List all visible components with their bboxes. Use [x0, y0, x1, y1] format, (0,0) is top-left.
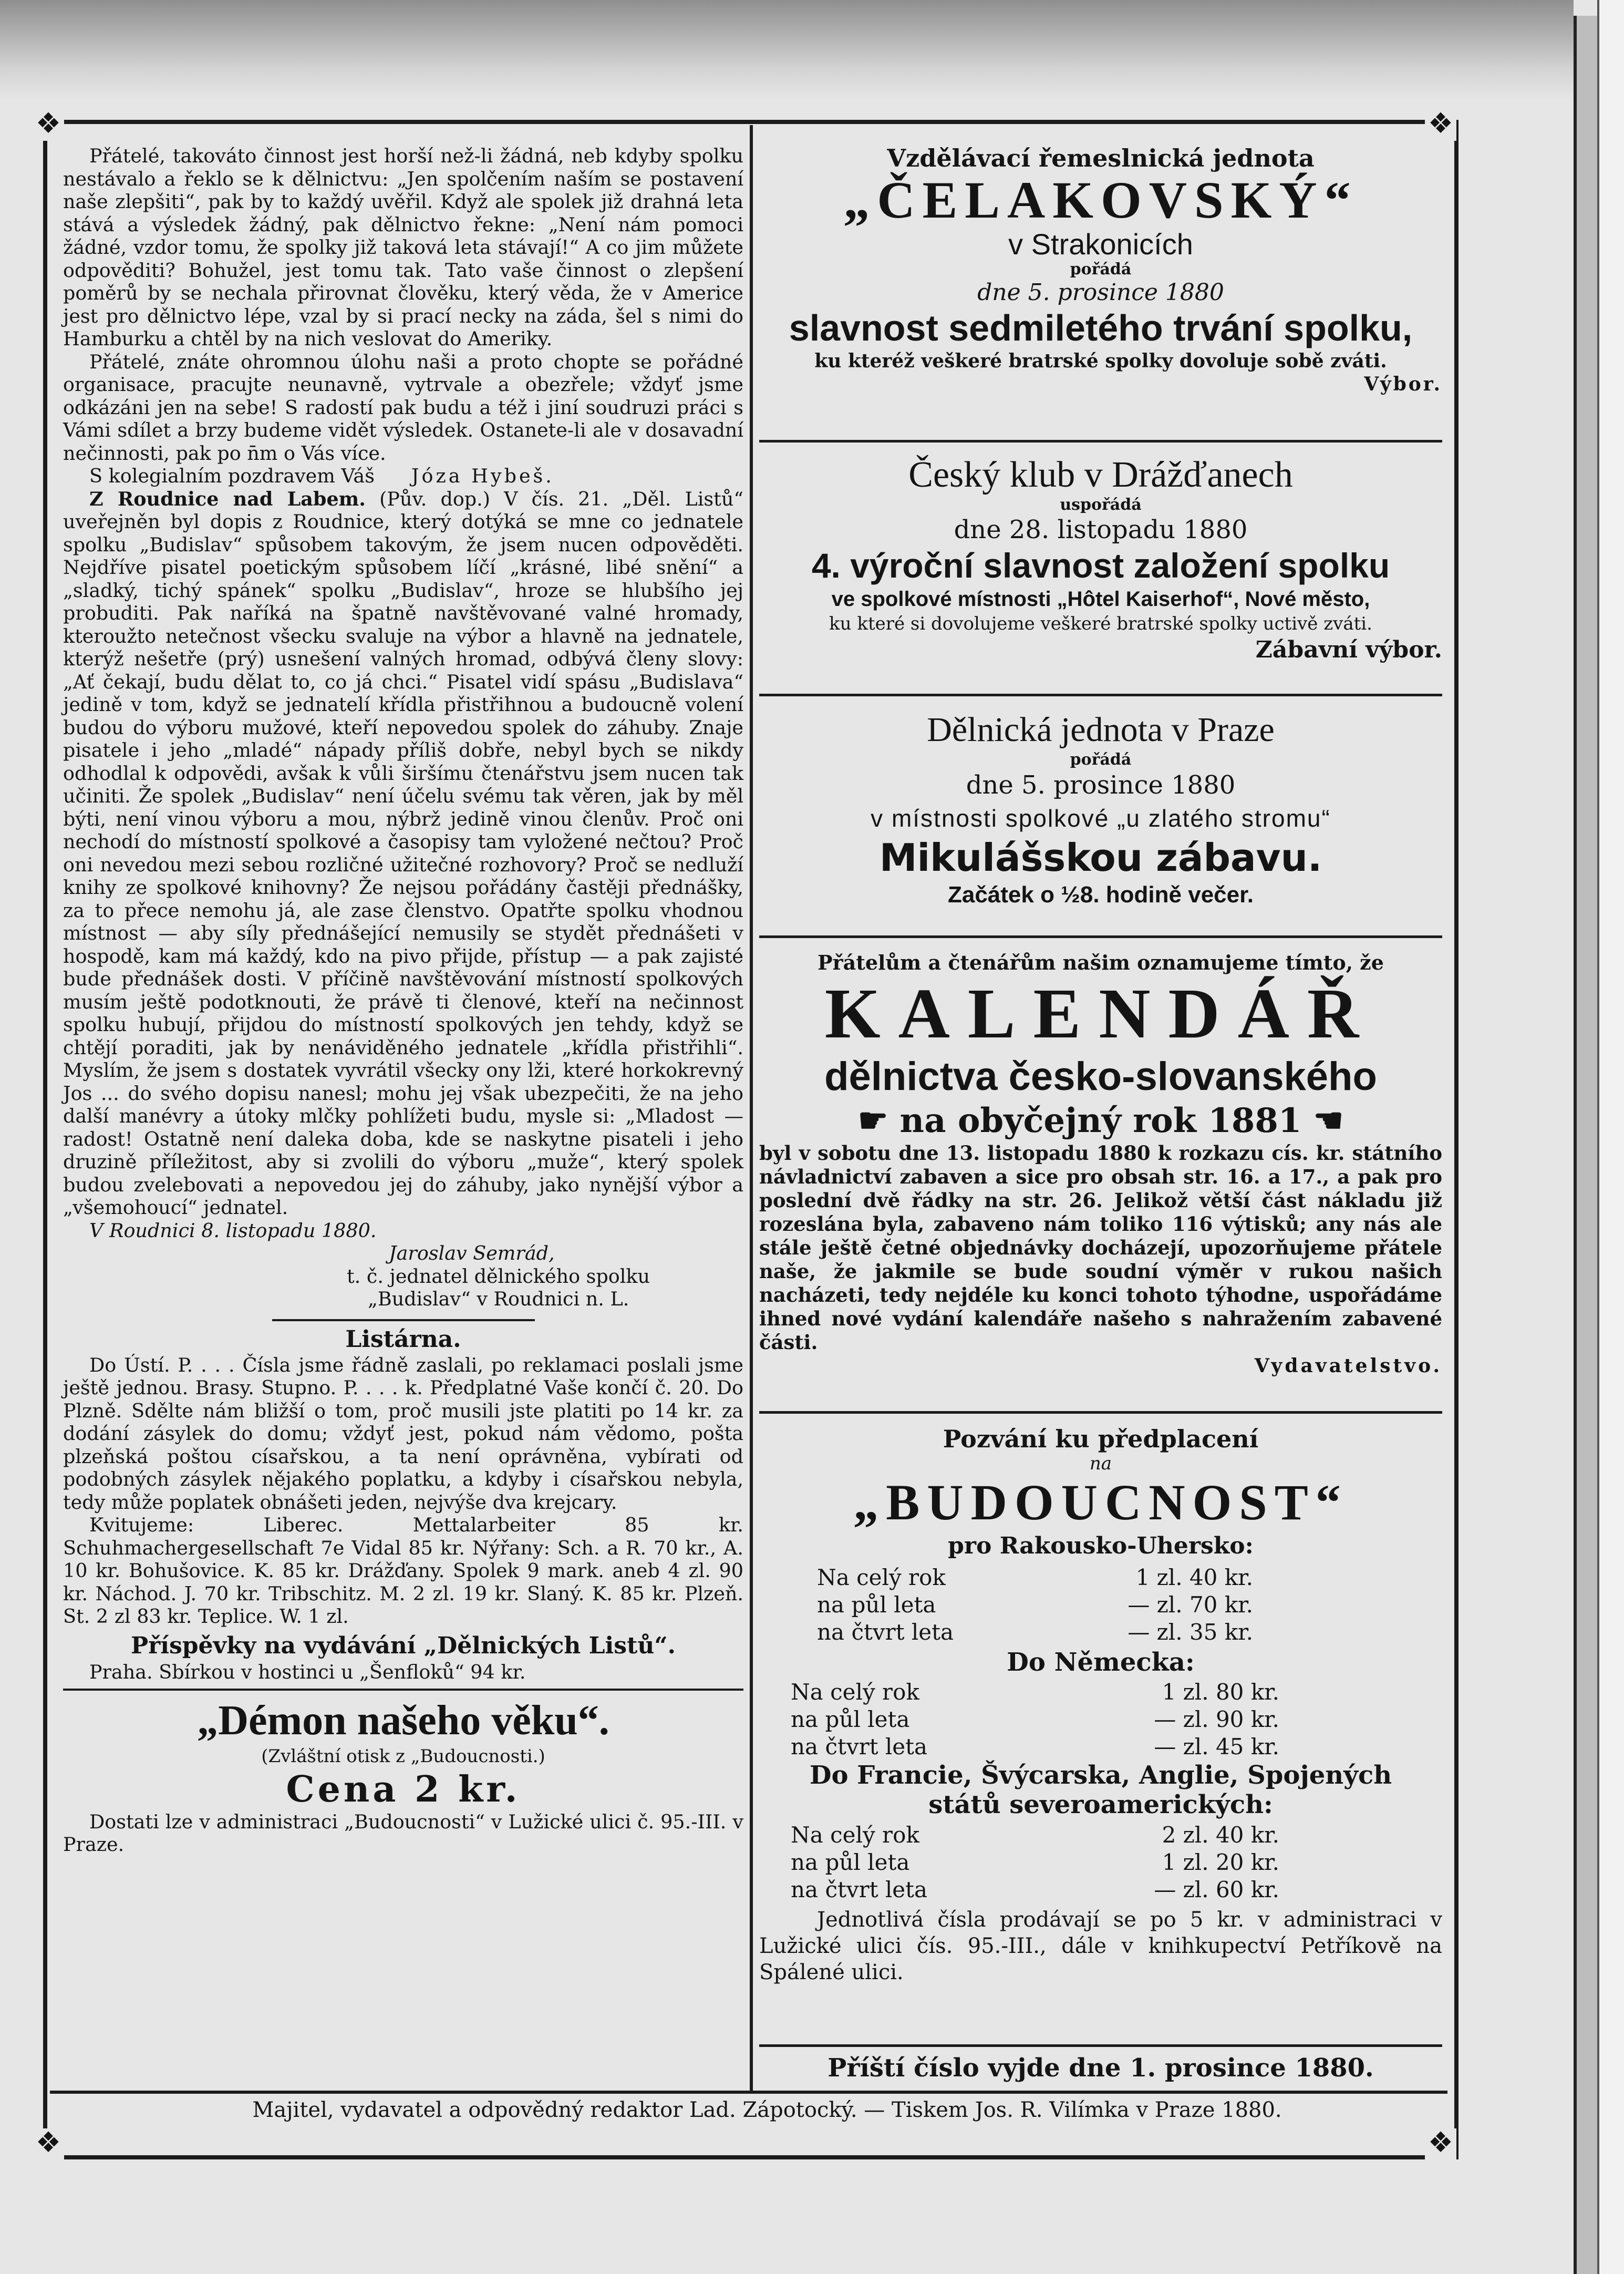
ad-cesky-klub [759, 455, 1442, 665]
kal-sign: Vydavatelstvo. [1254, 1355, 1442, 1377]
corner-ornament-bottom-left: ❖ [33, 2128, 64, 2160]
prispevky-title: Příspěvky na vydávání „Dělnických Listů“. [131, 1632, 676, 1659]
demon-price: Cena 2 kr. [286, 1768, 521, 1810]
price-table-abroad [791, 1822, 1279, 1903]
kal-intro: Přátelům a čtenářům našim oznamujeme tímto, že [818, 951, 1384, 974]
price-row: na půl leta — zl. 90 kr. [791, 1706, 1279, 1732]
signature-role: t. č. jednatel dělnického spolku [347, 1264, 650, 1288]
column-divider [750, 125, 753, 2091]
ad-rule [759, 1411, 1442, 1414]
section-rule [63, 1689, 743, 1691]
next-issue: Příští číslo vyjde dne 1. prosince 1880. [827, 2053, 1374, 2083]
greeting-name: Józa Hybeš. [411, 465, 554, 487]
ad-place: ve spolkové místnosti „Hôtel Kaiserhof“, Nové město, [831, 588, 1370, 611]
pointing-hand-icon: ☛ [857, 1101, 900, 1140]
price-row: na půl leta — zl. 70 kr. [817, 1592, 1253, 1618]
pointing-hand-icon: ☚ [1301, 1101, 1344, 1140]
left-column [63, 145, 743, 1856]
greeting-line: S kolegialním pozdravem Váš Józa Hybeš. [89, 465, 554, 487]
ad-porada: pořádá [1070, 750, 1132, 769]
prispevky-text: Praha. Sbírkou v hostinci u „Šenfloků“ 94 kr. [89, 1660, 526, 1683]
article-paragraph: Přátelé, znáte ohromnou úlohu naši a proto chopte se pořádné organisace, pracujte neunavně, vytrvale a obezřele; vždyť jsme odkázáni jen na sebe! S radostí pak budu a též i jiní soudruzi práci s Vámi sdílet a brzy budeme vidět výsledek. Ostanete-li ale v dosavadní nečinnosti, pak po n̄m o Vás více. [63, 350, 743, 465]
corner-ornament-bottom-right: ❖ [1425, 2128, 1456, 2160]
demon-subtitle: (Zvláštní otisk z „Budoucnosti.) [261, 1746, 545, 1767]
ad-celakovsky [759, 145, 1442, 396]
ad-sign: Výbor. [1364, 373, 1442, 395]
article-heading: Z Roudnice nad Labem. [89, 487, 366, 510]
kal-text: byl v sobotu dne 13. listopadu 1880 k rozkazu cís. kr. státního návladnictví zabaven a sice pro obsah str. 16. a 17., a pak pro poslední dvě řádky na str. 26. Jelikož větší část nákladu již rozeslána byla, zabaveno nám toliko 116 výtisků; any nás ale stále ještě četné objednávky docházejí, upozorňujeme přátele naše, že jakmile se bude soudní výměr v rukou našich nacházeti, tedy nejdéle ku konci tohoto týhodne, uspořádáme ihned nové vydání kalendáře našeho s nahražením zabavené části. [759, 1141, 1442, 1354]
ad-date: dne 28. listopadu 1880 [954, 515, 1248, 544]
ad-porada: uspořádá [1060, 496, 1142, 514]
imprint-footer: Majitel, vydavatel a odpovědný redaktor Lad. Zápotocký. — Tiskem Jos. R. Vilímka v Praze 1880. [252, 2098, 1282, 2122]
ad-time: Začátek o ½8. hodině večer. [947, 882, 1254, 908]
ad-place: v místnosti spolkové „u zlatého stromu“ [871, 805, 1331, 832]
price-table-germany [791, 1679, 1279, 1761]
bud-na: na [1089, 1453, 1112, 1474]
price-heading-germany: Do Německa: [1007, 1648, 1195, 1677]
price-row: na čtvrt leta — zl. 35 kr. [817, 1619, 1253, 1645]
ad-rule [759, 440, 1442, 443]
scan-top-shadow [0, 0, 1574, 100]
price-row: Na celý rok 1 zl. 80 kr. [791, 1679, 1279, 1705]
listarna-title: Listárna. [345, 1325, 461, 1353]
bud-for: pro Rakousko-Uhersko: [948, 1532, 1254, 1559]
ad-sign: Zábavní výbor. [1255, 636, 1442, 663]
signature-name: Jaroslav Semrád, [389, 1242, 555, 1264]
kal-year: ☛ na obyčejný rok 1881 ☚ [857, 1101, 1344, 1140]
ad-invite: ku kteréž veškeré bratrské spolky dovoluje sobě zváti. [814, 350, 1387, 372]
price-row: na čtvrt leta — zl. 60 kr. [791, 1877, 1279, 1902]
ad-rule [759, 694, 1442, 696]
scan-right-edge [1574, 16, 1600, 2274]
price-row: Na celý rok 1 zl. 40 kr. [817, 1565, 1253, 1590]
ad-invite: ku které si dovolujeme veškeré bratrské spolky uctivě zváti. [829, 613, 1372, 634]
price-row: na půl leta 1 zl. 20 kr. [791, 1849, 1279, 1875]
article-paragraph: Přátelé, takováto činnost jest horší než-li žádná, neb kdyby spolku nestávalo a řeklo se k dělnictvu: „Jen spolčením naším se postavení naše zlepšiti“, pak by to každý uvěřil. Když ale spolek již drahná leta stává a výsledek žádný, pak dělnictvo řekne: „Není nám pomoci žádné, vzdor tomu, že spolky již taková leta stávají!“ A co jim můžete odpověditi? Bohužel, jest tomu tak. Tato vaše činnost o zlepšení poměrů by se nechala přirovnat člověku, který věda, že v Americe jest pro dělnictvo lépe, vzal by si prací necky na záda, šel s nimi do Hamburku a chtěl by na nich veslovat do Ameriky. [63, 145, 743, 350]
ad-kalendar [759, 951, 1442, 1377]
article-paragraph: Z Roudnice nad Labem. (Pův. dop.) V čís. 21. „Děl. Listů“ uveřejněn byl dopis z Roudnice, který dotýká se mne co jednatele spolku „Budislav“ spůsobem takovým, že jsem nucen odpověděti. Nejdříve pisatel poetickým spůsobem líčí „krásné, libé snění“ a „sladký, tichý spánek“ spolku „Budislav“, hroze se hlubšího jej probuditi. Pak naříká na špatně navštěvované valné hromady, kteroužto netečnost všecku svaluje na výbor a hlavně na jednatele, kterýž nešetře (prý) usnešení valných hromad, odbývá členy slovy: „Ať čekají, budu dělat to, co já chci.“ Pisatel vidí spásu „Budislava“ jedině v tom, když se jednatelí křídla přistřihnou a budoucně volení budou do výboru mužové, kteří nepovedou spolek do záhuby. Znaje pisatele i jeho „mladé“ nápady příliš dobře, nebyl bych se nikdy odhodlal k odpovědi, avšak k vůli širšímu čtenářstvu jsem nucen tak učiniti. Že spolek „Budislav“ není účelu svému tak věren, jak by měl býti, není vinou výboru a mou, nýbrž jedině vinou členův. Proč oni nechodí do místností spolkové a časopisy tam vyložené nečtou? Proč oni nevedou mezi sebou rozličné užitečné rozhovory? Proč se nedluží knihy ze spolkové knihovny? Že nejsou pořádány častěji přednášky, za to přece nemohu já, ale zase členstvo. Opatřte spolku vhodnou místnost — aby síly přednášející nemusily se stydět přednášeti v hospodě, kam má každý, kdo na pivo přijde, přístup — a pak zajisté bude přednášek dosti. V příčině navštěvování místností spolkových musím ještě podotknouti, že právě ti členové, kteří na nečinnost spolku hubují, přijdou do místností spolkových jen tehdy, když se chtějí poraditi, jak by nenáviděného jednatele „křídla přistřihli“. Myslím, že jsem s dostatek vyvrátil všecky ony lži, které horkokrevný Jos ... do svého dopisu nanesl; mohu jej však ubezpečiti, že na jeho další manévry a útoky mlčky pohlížeti budu, mysle si: „Mladost — radost! Ostatně není daleka doba, kde se naskytne pisateli i jeho druzině příležitost, aby si zvolili do výboru „muže“, který spolek budou zvelebovati a nepovedou jej do záhuby, jako nynější výbor a „všemohoucí“ jednatel. [63, 487, 743, 1219]
price-row: na čtvrt leta — zl. 45 kr. [791, 1734, 1279, 1759]
kal-subtitle: dělnictva česko-slovanského [824, 1054, 1377, 1099]
ad-date: dne 5. prosince 1880 [966, 770, 1236, 800]
ad-org: Český klub v Drážďanech [908, 455, 1293, 495]
ad-rule [759, 935, 1442, 938]
price-table-austria [817, 1564, 1253, 1646]
corner-ornament-top-left: ❖ [33, 109, 64, 141]
price-row: Na celý rok 2 zl. 40 kr. [791, 1822, 1279, 1848]
section-rule [272, 1319, 535, 1321]
demon-note: Dostati lze v administraci „Budoucnosti“ v Lužické ulici č. 95.-III. v Praze. [63, 1810, 743, 1856]
ad-budoucnost [759, 1424, 1442, 1985]
ad-title: „ČELAKOVSKÝ“ [843, 171, 1358, 229]
kal-title: KALENDÁŘ [824, 974, 1377, 1053]
ad-event: Mikulášskou zábavu. [879, 836, 1322, 880]
ad-event: slavnost sedmiletého trvání spolku, [789, 307, 1413, 348]
ad-porada: pořádá [1070, 260, 1132, 279]
corner-ornament-top-right: ❖ [1425, 109, 1456, 141]
ad-place: v Strakonicích [1008, 228, 1193, 261]
ad-rule [759, 2044, 1442, 2047]
bud-note: Jednotlivá čísla prodávají se po 5 kr. v administraci v Lužické ulici čís. 95.-III., dále v knihkupectví Petříkově na Spálené ulici. [759, 1908, 1442, 1984]
ad-org: Dělnická jednota v Praze [927, 711, 1275, 749]
bud-intro: Pozvání ku předplacení [943, 1425, 1259, 1453]
ad-date: dne 5. prosince 1880 [977, 279, 1224, 306]
price-heading-abroad: Do Francie, Švýcarska, Anglie, Spojených států severoamerických: [809, 1761, 1392, 1819]
kvitujeme-text: Kvitujeme: Liberec. Mettalarbeiter 85 kr. Schuhmachergesellschaft 7e Vidal 85 kr. Nýřany: Sch. a R. 70 kr., A. 10 kr. Bohušovice. K. 85 kr. Drážďany. Spolek 9 mark. aneb 4 zl. 90 kr. Náchod. J. 70 kr. Tribschitz. M. 2 zl. 19 kr. Slaný. K. 85 kr. Plzeň. St. 2 zl 83 kr. Teplice. W. 1 zl. [63, 1514, 743, 1628]
footer-rule [50, 2091, 1447, 2094]
scan-right-margin [1597, 0, 1624, 2274]
ad-event: 4. výroční slavnost založení spolku [811, 546, 1390, 585]
listarna-text: Do Ústí. P. . . . Čísla jsme řádně zaslali, po reklamaci poslali jsme ještě jednou. Brasy. Stupno. P. . . . k. Předplatné Vaše končí č. 20. Do Plzně. Sdělte nám bližší o tom, proč musili jste platiti po 14 kr. za dodání zásylek do domu; vždyť jest, pokud nám vědomo, pošta plzeňská poštou císařskou, a ta není oprávněna, vybírati od podobných zásylek nějakého poplatku, a kdyby i císařskou nebyla, tedy může poplatek obnášeti jeden, nejvýše dva krejcary. [63, 1353, 743, 1514]
ad-delnicka-jednota [759, 709, 1442, 910]
ad-org: Vzdělávací řemeslnická jednota [887, 144, 1315, 172]
demon-title: „Démon našeho věku“. [197, 1697, 609, 1744]
dateline: V Roudnici 8. listopadu 1880. [89, 1219, 377, 1242]
signature-club: „Budislav“ v Roudnici n. L. [368, 1288, 629, 1310]
bud-title: „BUDOUCNOST“ [853, 1474, 1348, 1530]
